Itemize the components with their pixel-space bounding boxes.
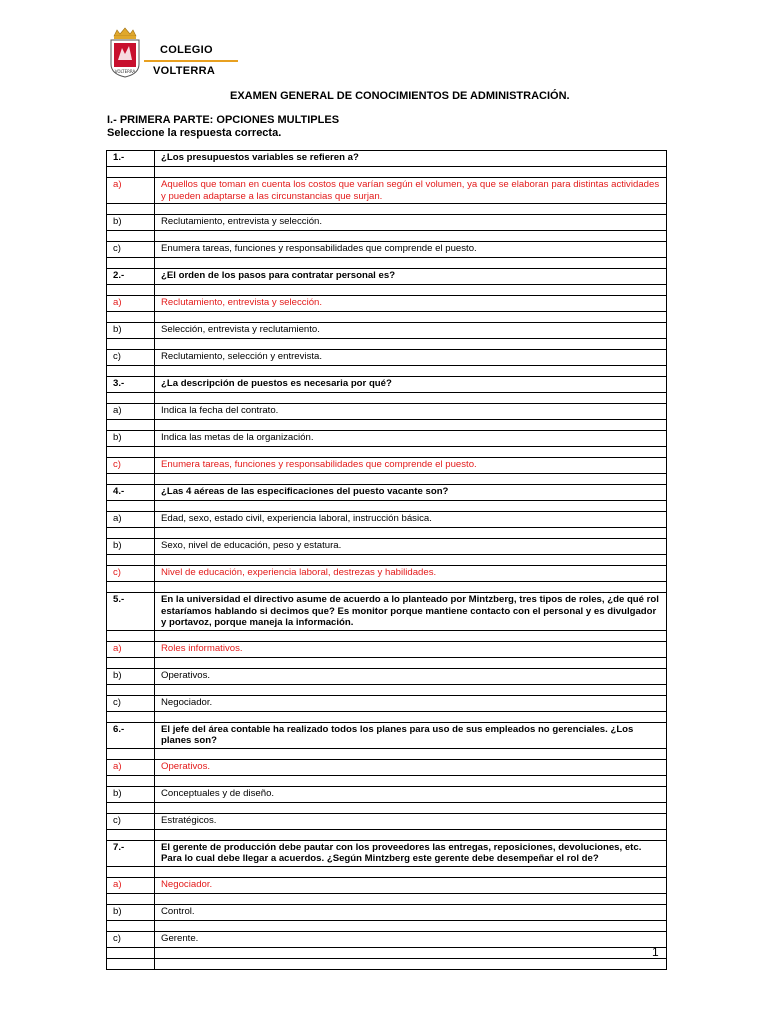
section-heading: I.- PRIMERA PARTE: OPCIONES MULTIPLES bbox=[107, 114, 340, 126]
school-logo bbox=[108, 26, 238, 78]
spacer-row bbox=[107, 657, 667, 668]
option-row-text: Sexo, nivel de educación, peso y estatura. bbox=[155, 539, 667, 555]
option-row-label: b) bbox=[107, 786, 155, 802]
exam-title: EXAMEN GENERAL DE CONOCIMIENTOS DE ADMINISTRACIÓN. bbox=[230, 90, 570, 102]
question-row-text: ¿Las 4 aéreas de las especificaciones del puesto vacante son? bbox=[155, 485, 667, 501]
option-row-label: c) bbox=[107, 931, 155, 947]
correct-option-row-text: Negociador. bbox=[155, 877, 667, 893]
option-row-text: Reclutamiento, entrevista y selección. bbox=[155, 215, 667, 231]
option-row-label: b) bbox=[107, 431, 155, 447]
page-number: 1 bbox=[652, 945, 659, 959]
logo-name-line2: VOLTERRA bbox=[153, 65, 216, 77]
question-row-label: 6.- bbox=[107, 722, 155, 748]
spacer-row bbox=[107, 775, 667, 786]
option-row-text: Indica la fecha del contrato. bbox=[155, 404, 667, 420]
correct-option-row-label: a) bbox=[107, 877, 155, 893]
correct-option-row bbox=[107, 566, 667, 582]
option-row bbox=[107, 404, 667, 420]
correct-option-row bbox=[107, 458, 667, 474]
question-row-text: ¿El orden de los pasos para contratar personal es? bbox=[155, 269, 667, 285]
spacer-row bbox=[107, 528, 667, 539]
option-row bbox=[107, 904, 667, 920]
option-row bbox=[107, 242, 667, 258]
spacer-row bbox=[107, 630, 667, 641]
option-row bbox=[107, 323, 667, 339]
correct-option-row-text: Aquellos que toman en cuenta los costos que varían según el volumen, ya que se elaboran para distintas actividades y pueden adaptarse a las circunstancias que surjan. bbox=[155, 178, 667, 204]
spacer-row bbox=[107, 866, 667, 877]
question-row bbox=[107, 377, 667, 393]
question-row bbox=[107, 840, 667, 866]
option-row-label: c) bbox=[107, 695, 155, 711]
option-row-text: Reclutamiento, selección y entrevista. bbox=[155, 350, 667, 366]
option-row-label: b) bbox=[107, 215, 155, 231]
spacer-row bbox=[107, 829, 667, 840]
correct-option-row-label: a) bbox=[107, 296, 155, 312]
option-row-label: a) bbox=[107, 404, 155, 420]
option-row-label: c) bbox=[107, 350, 155, 366]
spacer-row bbox=[107, 920, 667, 931]
spacer-row bbox=[107, 947, 667, 958]
instruction-text: Seleccione la respuesta correcta. bbox=[107, 127, 282, 139]
correct-option-row-text: Nivel de educación, experiencia laboral, destrezas y habilidades. bbox=[155, 566, 667, 582]
option-row-label: b) bbox=[107, 539, 155, 555]
spacer-row bbox=[107, 684, 667, 695]
correct-option-row bbox=[107, 296, 667, 312]
option-row-label: a) bbox=[107, 512, 155, 528]
exam-table bbox=[106, 150, 667, 970]
option-row bbox=[107, 350, 667, 366]
spacer-row bbox=[107, 204, 667, 215]
option-row-label: c) bbox=[107, 813, 155, 829]
option-row-text: Conceptuales y de diseño. bbox=[155, 786, 667, 802]
question-row-label: 4.- bbox=[107, 485, 155, 501]
question-row-label: 1.- bbox=[107, 151, 155, 167]
spacer-row bbox=[107, 501, 667, 512]
correct-option-row-label: a) bbox=[107, 178, 155, 204]
school-crest-icon bbox=[108, 26, 142, 78]
option-row-label: b) bbox=[107, 904, 155, 920]
option-row-text: Indica las metas de la organización. bbox=[155, 431, 667, 447]
spacer-row bbox=[107, 231, 667, 242]
option-row bbox=[107, 668, 667, 684]
spacer-row bbox=[107, 893, 667, 904]
question-row bbox=[107, 722, 667, 748]
correct-option-row-label: c) bbox=[107, 458, 155, 474]
correct-option-row-text: Reclutamiento, entrevista y selección. bbox=[155, 296, 667, 312]
spacer-row bbox=[107, 748, 667, 759]
option-row bbox=[107, 215, 667, 231]
spacer-row bbox=[107, 582, 667, 593]
option-row-text: Selección, entrevista y reclutamiento. bbox=[155, 323, 667, 339]
logo-name-line1: COLEGIO bbox=[160, 44, 213, 56]
option-row-text: Operativos. bbox=[155, 668, 667, 684]
option-row bbox=[107, 512, 667, 528]
spacer-row bbox=[107, 420, 667, 431]
correct-option-row-text: Enumera tareas, funciones y responsabilidades que comprende el puesto. bbox=[155, 458, 667, 474]
question-row-text: ¿La descripción de puestos es necesaria por qué? bbox=[155, 377, 667, 393]
question-row-label: 7.- bbox=[107, 840, 155, 866]
correct-option-row-text: Roles informativos. bbox=[155, 641, 667, 657]
question-row-label: 3.- bbox=[107, 377, 155, 393]
question-row-text: El gerente de producción debe pautar con los proveedores las entregas, reposiciones, devoluciones, etc. Para lo cual debe llegar a acuerdos. ¿Según Mintzberg este gerente debe desempeñar el rol de? bbox=[155, 840, 667, 866]
spacer-row bbox=[107, 555, 667, 566]
question-row bbox=[107, 269, 667, 285]
question-row-text: En la universidad el directivo asume de acuerdo a lo planteado por Mintzberg, tres tipos de roles, ¿de qué rol estaríamos hablando si decimos que? Es monitor porque mantiene contacto con el personal y es divulgador y portavoz, porque maneja la información. bbox=[155, 593, 667, 631]
correct-option-row-label: a) bbox=[107, 641, 155, 657]
correct-option-row-label: c) bbox=[107, 566, 155, 582]
option-row bbox=[107, 539, 667, 555]
spacer-row bbox=[107, 258, 667, 269]
question-row-label: 2.- bbox=[107, 269, 155, 285]
correct-option-row-label: a) bbox=[107, 759, 155, 775]
spacer-row bbox=[107, 366, 667, 377]
question-row bbox=[107, 593, 667, 631]
option-row bbox=[107, 695, 667, 711]
correct-option-row bbox=[107, 641, 667, 657]
spacer-row bbox=[107, 474, 667, 485]
spacer-row bbox=[107, 447, 667, 458]
question-row-text: ¿Los presupuestos variables se refieren a? bbox=[155, 151, 667, 167]
question-row bbox=[107, 151, 667, 167]
spacer-row bbox=[107, 167, 667, 178]
option-row-text: Estratégicos. bbox=[155, 813, 667, 829]
spacer-row bbox=[107, 339, 667, 350]
spacer-row bbox=[107, 958, 667, 969]
question-row-text: El jefe del área contable ha realizado todos los planes para uso de sus empleados no gerenciales. ¿Los planes son? bbox=[155, 722, 667, 748]
spacer-row bbox=[107, 802, 667, 813]
option-row-label: b) bbox=[107, 323, 155, 339]
option-row-text: Control. bbox=[155, 904, 667, 920]
option-row-label: b) bbox=[107, 668, 155, 684]
correct-option-row bbox=[107, 178, 667, 204]
option-row-text: Enumera tareas, funciones y responsabilidades que comprende el puesto. bbox=[155, 242, 667, 258]
option-row bbox=[107, 786, 667, 802]
spacer-row bbox=[107, 312, 667, 323]
spacer-row bbox=[107, 393, 667, 404]
option-row-text: Edad, sexo, estado civil, experiencia laboral, instrucción básica. bbox=[155, 512, 667, 528]
option-row bbox=[107, 931, 667, 947]
spacer-row bbox=[107, 285, 667, 296]
option-row-text: Negociador. bbox=[155, 695, 667, 711]
svg-text:VOLTERRA: VOLTERRA bbox=[114, 69, 136, 74]
option-row-label: c) bbox=[107, 242, 155, 258]
option-row bbox=[107, 431, 667, 447]
option-row-text: Gerente. bbox=[155, 931, 667, 947]
correct-option-row bbox=[107, 759, 667, 775]
question-row bbox=[107, 485, 667, 501]
correct-option-row bbox=[107, 877, 667, 893]
spacer-row bbox=[107, 711, 667, 722]
correct-option-row-text: Operativos. bbox=[155, 759, 667, 775]
option-row bbox=[107, 813, 667, 829]
question-row-label: 5.- bbox=[107, 593, 155, 631]
